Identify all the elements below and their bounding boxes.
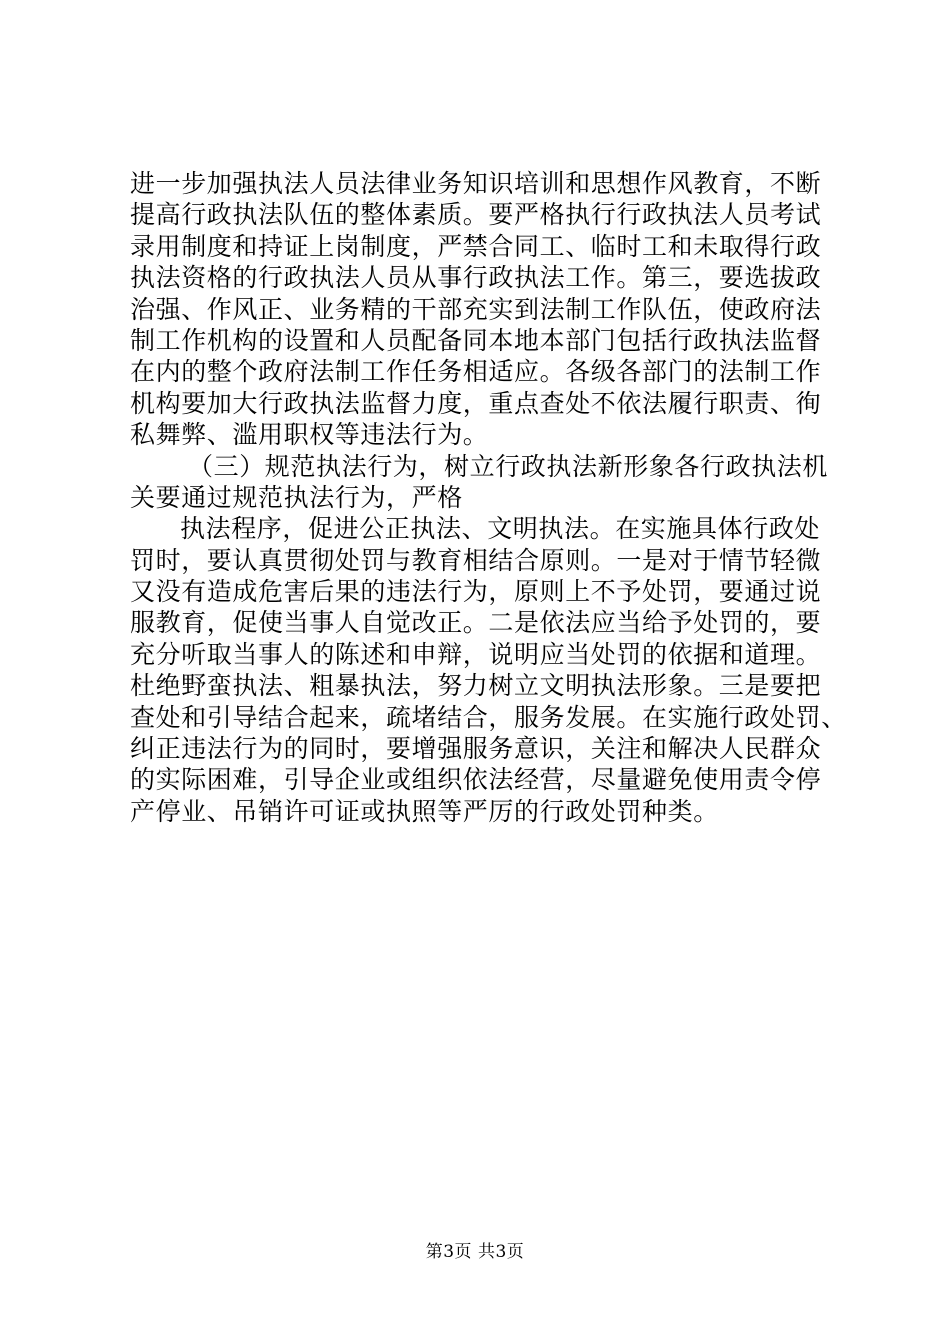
text-line: 关要通过规范执法行为，严格	[130, 482, 463, 512]
text-line: 私舞弊、滥用职权等违法行为。	[130, 420, 489, 450]
text-line: 产停业、吊销许可证或执照等严厉的行政处罚种类。	[130, 796, 719, 826]
text-line: 服教育，促使当事人自觉改正。二是依法应当给予处罚的，要	[130, 608, 822, 638]
text-line: 治强、作风正、业务精的干部充实到法制工作队伍，使政府法	[130, 294, 822, 324]
page-number-footer: 第3页 共3页	[425, 1242, 525, 1262]
text-line: 提高行政执法队伍的整体素质。要严格执行行政执法人员考试	[130, 200, 822, 230]
text-line: 杜绝野蛮执法、粗暴执法，努力树立文明执法形象。三是要把	[130, 671, 822, 701]
text-line: 录用制度和持证上岗制度，严禁合同工、临时工和未取得行政	[130, 231, 822, 261]
text-line: 进一步加强执法人员法律业务知识培训和思想作风教育，不断	[130, 169, 822, 198]
text-line: 执法资格的行政执法人员从事行政执法工作。第三，要选拔政	[130, 263, 822, 293]
body-text	[130, 168, 847, 827]
text-line: 纠正违法行为的同时，要增强服务意识，关注和解决人民群众	[130, 734, 822, 764]
section-heading-line: （三）规范执法行为，树立行政执法新形象各行政执法机	[188, 451, 829, 481]
text-line: 罚时，要认真贯彻处罚与教育相结合原则。一是对于情节轻微	[130, 545, 822, 575]
text-line: 的实际困难，引导企业或组织依法经营，尽量避免使用责令停	[130, 765, 822, 795]
text-line: 又没有造成危害后果的违法行为，原则上不予处罚，要通过说	[130, 577, 822, 607]
text-line: 在内的整个政府法制工作任务相适应。各级各部门的法制工作	[130, 357, 822, 387]
text-line: 查处和引导结合起来，疏堵结合，服务发展。在实施行政处罚、	[130, 702, 847, 732]
text-line: 充分听取当事人的陈述和申辩，说明应当处罚的依据和道理。	[130, 639, 822, 669]
text-line: 机构要加大行政执法监督力度，重点查处不依法履行职责、徇	[130, 388, 822, 418]
text-line: 执法程序，促进公正执法、文明执法。在实施具体行政处	[180, 514, 821, 544]
text-line: 制工作机构的设置和人员配备同本地本部门包括行政执法监督	[130, 325, 822, 355]
